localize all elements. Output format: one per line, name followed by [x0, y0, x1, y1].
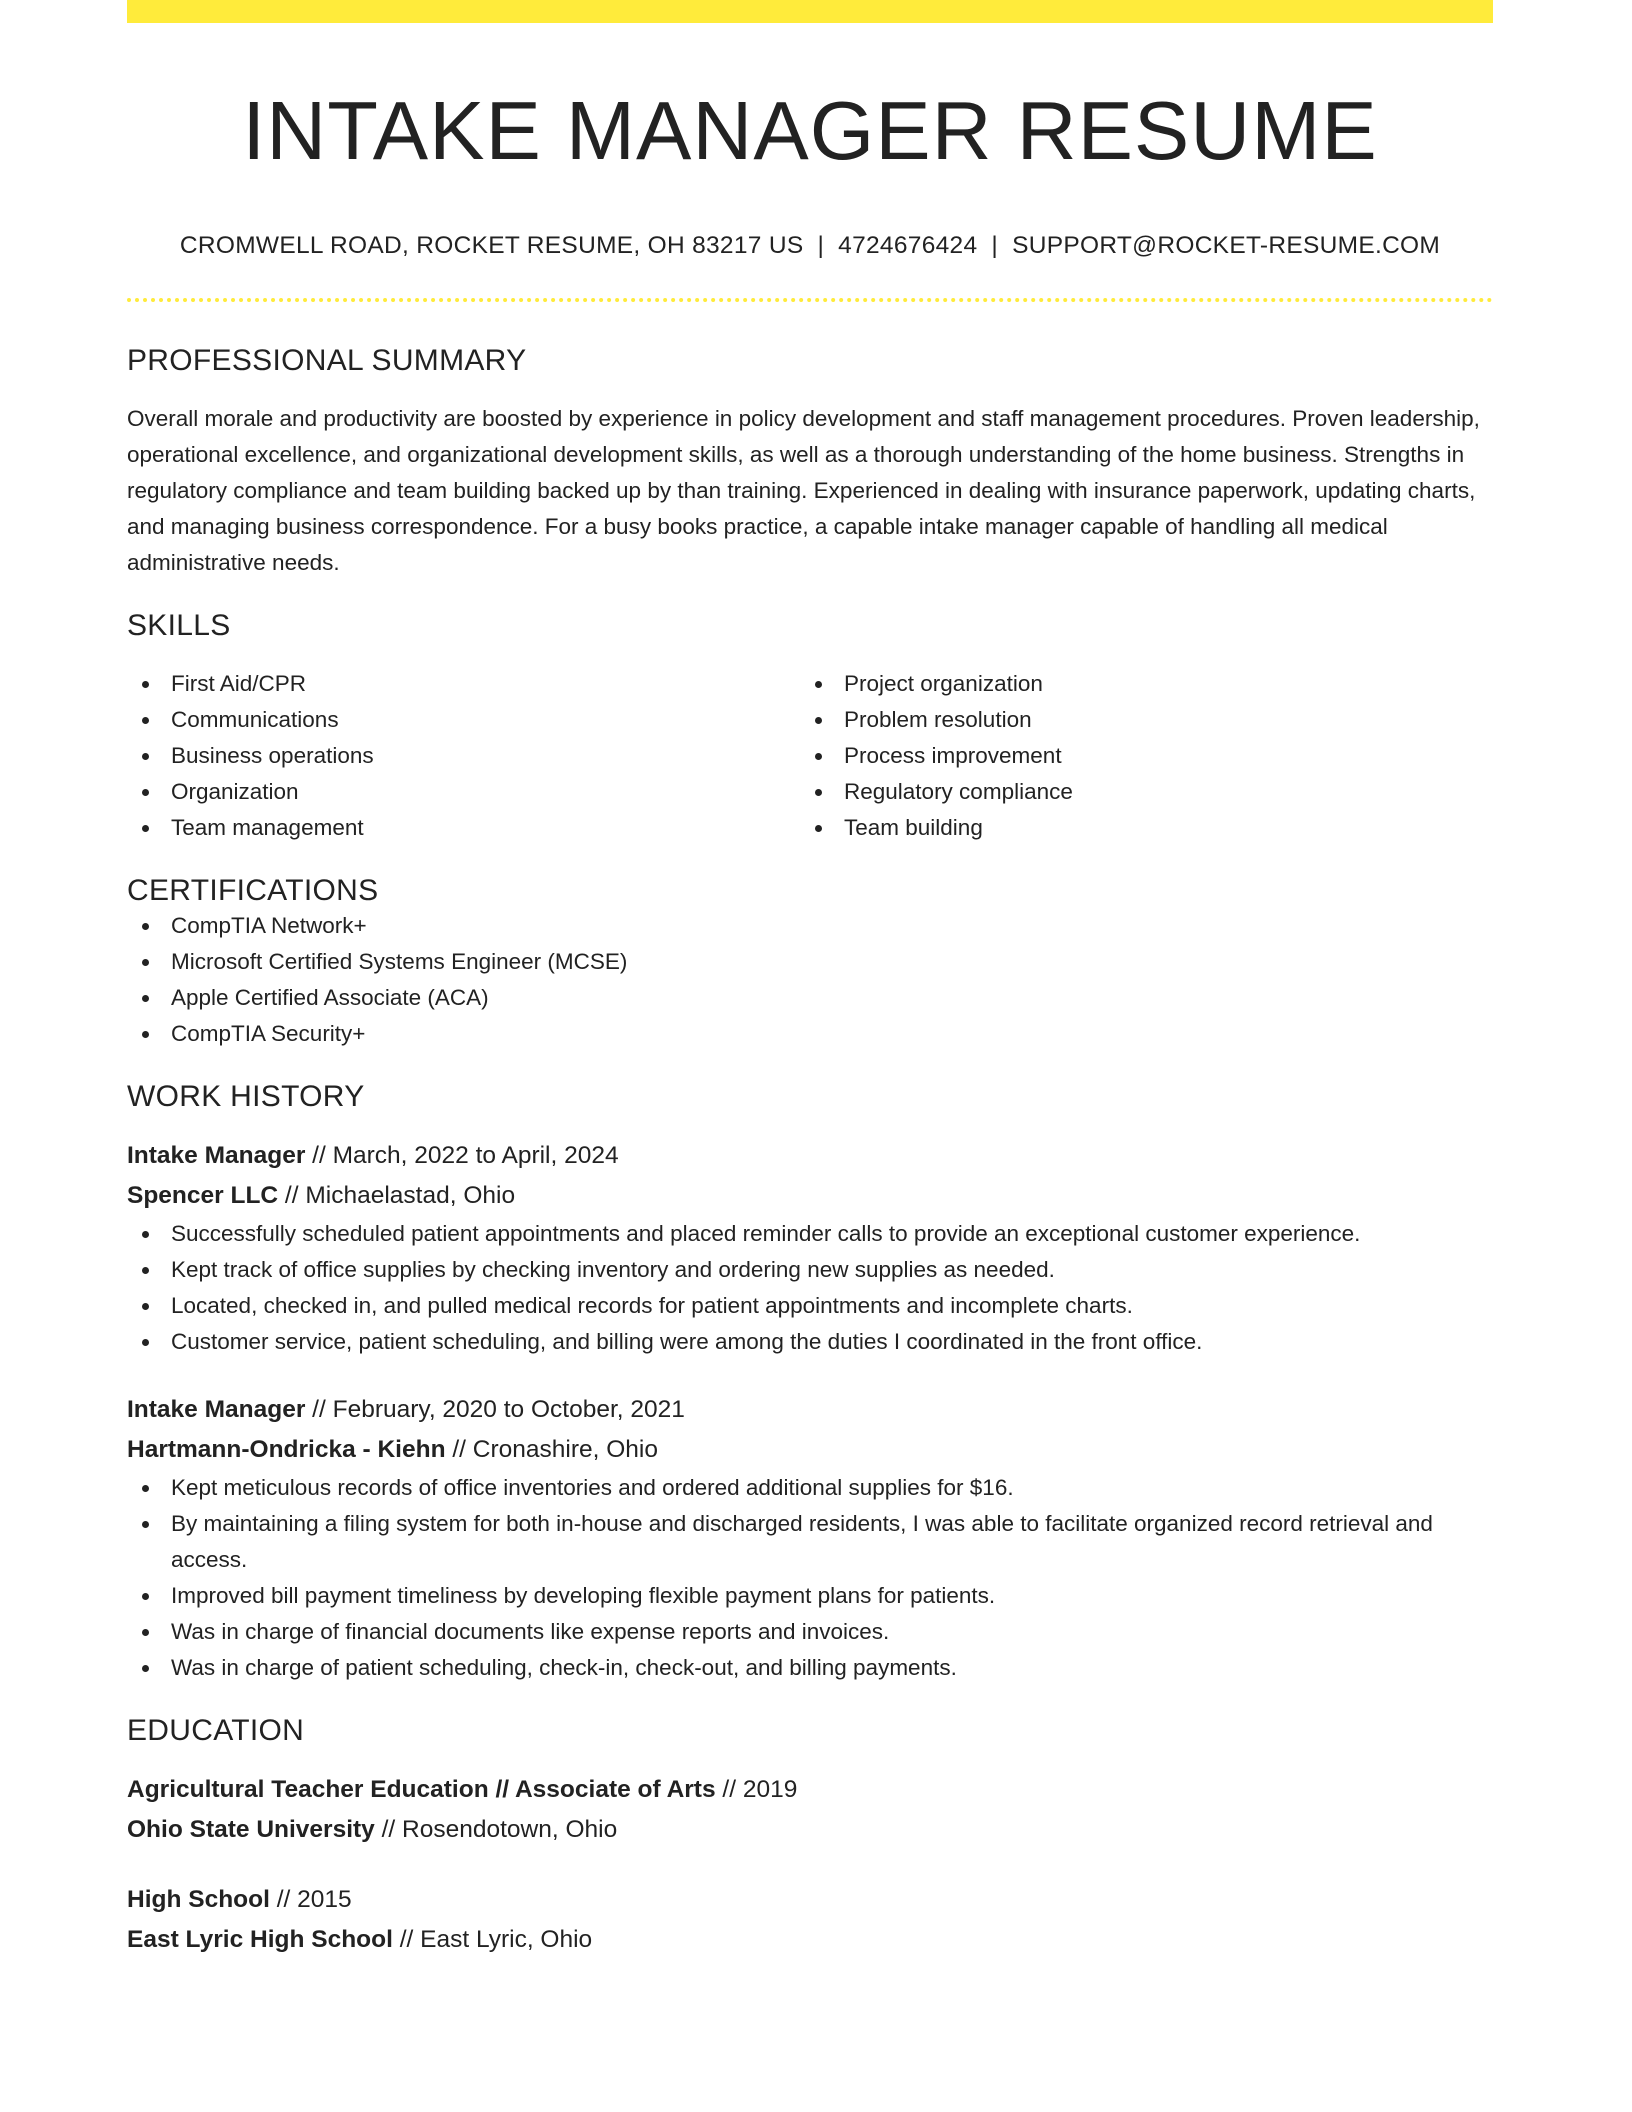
- education-degree: Agricultural Teacher Education // Associate of Arts: [127, 1776, 716, 1804]
- job-dates: // February, 2020 to October, 2021: [305, 1396, 685, 1424]
- job-duty: By maintaining a filing system for both in-house and discharged residents, I was able to facilitate organized record retrieval and access.: [127, 1506, 1493, 1578]
- education-school: East Lyric High School: [127, 1926, 393, 1954]
- job-dates: // March, 2022 to April, 2024: [305, 1142, 619, 1170]
- skill-item: Team building: [800, 810, 1473, 846]
- contact-email: SUPPORT@ROCKET-RESUME.COM: [1012, 232, 1441, 260]
- education-school: Ohio State University: [127, 1816, 375, 1844]
- skill-item: Process improvement: [800, 738, 1473, 774]
- dotted-divider: [127, 298, 1493, 302]
- skill-item: Project organization: [800, 666, 1473, 702]
- section-title-work-history: WORK HISTORY: [127, 1080, 365, 1114]
- job-entry: [127, 1136, 1493, 1360]
- education-year: // 2015: [269, 1886, 352, 1914]
- resume-title: INTAKE MANAGER RESUME: [242, 84, 1378, 177]
- contact-address: CROMWELL ROAD, ROCKET RESUME, OH 83217 US: [179, 232, 804, 260]
- job-location: // Cronashire, Ohio: [445, 1436, 658, 1464]
- skill-item: Communications: [127, 702, 800, 738]
- job-company: Hartmann-Ondricka - Kiehn: [127, 1436, 446, 1464]
- certifications-list: [127, 908, 1493, 1052]
- job-company-line: [127, 1176, 1493, 1216]
- section-title-skills: SKILLS: [127, 609, 231, 643]
- skill-item: Problem resolution: [800, 702, 1473, 738]
- certification-item: Microsoft Certified Systems Engineer (MCSE): [127, 944, 1493, 980]
- contact-separator: |: [817, 232, 825, 260]
- job-company-line: [127, 1430, 1493, 1470]
- skills-grid: [127, 666, 1493, 846]
- resume-page: [127, 0, 1493, 1960]
- skill-item: Organization: [127, 774, 800, 810]
- job-duty: Located, checked in, and pulled medical records for patient appointments and incomplete charts.: [127, 1288, 1493, 1324]
- job-duty: Was in charge of financial documents like expense reports and invoices.: [127, 1614, 1493, 1650]
- education-location: // Rosendotown, Ohio: [374, 1816, 618, 1844]
- job-location: // Michaelastad, Ohio: [278, 1182, 516, 1210]
- certification-item: CompTIA Network+: [127, 908, 1493, 944]
- job-duties-list: [127, 1470, 1493, 1686]
- job-role-line: [127, 1136, 1493, 1176]
- skills-list-right: [800, 666, 1473, 846]
- education-degree-line: [127, 1880, 1493, 1920]
- summary-text: Overall morale and productivity are boosted by experience in policy development and staff management procedures. Proven leadership, operational excellence, and organizational development skills, as well as a thorough understanding of the home business. Strengths in regulatory compliance and team building backed up by than training. Experienced in dealing with insurance paperwork, updating charts, and managing business correspondence. For a busy books practice, a capable intake manager capable of handling all medical administrative needs.: [127, 406, 1480, 576]
- skill-item: Regulatory compliance: [800, 774, 1473, 810]
- education-school-line: [127, 1920, 1493, 1960]
- job-duty: Successfully scheduled patient appointments and placed reminder calls to provide an exceptional customer experience.: [127, 1216, 1493, 1252]
- certification-item: Apple Certified Associate (ACA): [127, 980, 1493, 1016]
- job-duty: Kept track of office supplies by checking inventory and ordering new supplies as needed.: [127, 1252, 1493, 1288]
- education-year: // 2019: [715, 1776, 798, 1804]
- skill-item: First Aid/CPR: [127, 666, 800, 702]
- section-title-summary: PROFESSIONAL SUMMARY: [127, 344, 527, 378]
- skills-list-left: [127, 666, 800, 846]
- education-location: // East Lyric, Ohio: [392, 1926, 593, 1954]
- education-school-line: [127, 1810, 1493, 1850]
- education-entry: [127, 1880, 1493, 1960]
- contact-separator: |: [991, 232, 999, 260]
- job-role: Intake Manager: [127, 1396, 306, 1424]
- education-degree: High School: [127, 1886, 270, 1914]
- certification-item: CompTIA Security+: [127, 1016, 1493, 1052]
- skills-column-left: [127, 666, 800, 846]
- skills-column-right: [800, 666, 1473, 846]
- contact-phone: 4724676424: [838, 232, 978, 260]
- job-entry: [127, 1390, 1493, 1686]
- job-duty: Improved bill payment timeliness by developing flexible payment plans for patients.: [127, 1578, 1493, 1614]
- skill-item: Team management: [127, 810, 800, 846]
- contact-line: [127, 232, 1493, 260]
- skill-item: Business operations: [127, 738, 800, 774]
- job-duty: Customer service, patient scheduling, and billing were among the duties I coordinated in the front office.: [127, 1324, 1493, 1360]
- education-degree-line: [127, 1770, 1493, 1810]
- job-role-line: [127, 1390, 1493, 1430]
- job-duty: Kept meticulous records of office inventories and ordered additional supplies for $16.: [127, 1470, 1493, 1506]
- education-entry: [127, 1770, 1493, 1850]
- section-title-certifications: CERTIFICATIONS: [127, 874, 379, 908]
- job-duty: Was in charge of patient scheduling, check-in, check-out, and billing payments.: [127, 1650, 1493, 1686]
- job-role: Intake Manager: [127, 1142, 306, 1170]
- accent-top-bar: [127, 0, 1493, 23]
- job-duties-list: [127, 1216, 1493, 1360]
- job-company: Spencer LLC: [127, 1182, 279, 1210]
- section-title-education: EDUCATION: [127, 1714, 305, 1748]
